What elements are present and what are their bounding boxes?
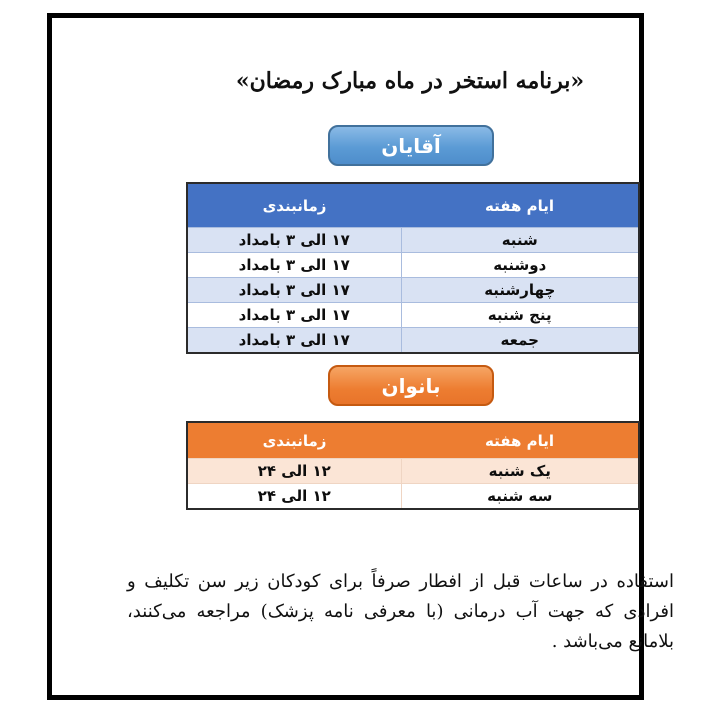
day-cell: جمعه — [401, 328, 639, 354]
women-table-header-row — [187, 422, 639, 459]
page-border — [47, 13, 674, 700]
women-header-days: ایام هفته — [401, 422, 639, 459]
page-title: «برنامه استخر در ماه مبارک رمضان» — [235, 68, 585, 94]
day-cell: سه شنبه — [401, 484, 639, 510]
time-cell: ۱۷ الی ۳ بامداد — [187, 253, 401, 278]
men-schedule-table — [186, 182, 640, 354]
time-cell: ۱۷ الی ۳ بامداد — [187, 228, 401, 253]
table-row — [187, 253, 639, 278]
table-row — [187, 303, 639, 328]
time-cell: ۱۷ الی ۳ بامداد — [187, 278, 401, 303]
table-row — [187, 328, 639, 354]
table-row — [187, 228, 639, 253]
women-section-badge — [328, 365, 494, 406]
men-badge-label: آقایان — [381, 133, 441, 158]
day-cell: دوشنبه — [401, 253, 639, 278]
women-badge-label: بانوان — [381, 373, 441, 398]
day-cell: شنبه — [401, 228, 639, 253]
women-schedule-table — [186, 421, 640, 510]
time-cell: ۱۷ الی ۳ بامداد — [187, 328, 401, 354]
men-section-badge — [328, 125, 494, 166]
men-table-header-row — [187, 183, 639, 228]
women-header-timing: زمانبندی — [187, 422, 401, 459]
day-cell: یک شنبه — [401, 459, 639, 484]
table-row — [187, 459, 639, 484]
day-cell: پنج شنبه — [401, 303, 639, 328]
men-header-days: ایام هفته — [401, 183, 639, 228]
men-header-timing: زمانبندی — [187, 183, 401, 228]
table-row — [187, 484, 639, 510]
day-cell: چهارشنبه — [401, 278, 639, 303]
footnote-text: استفاده در ساعات قبل از افطار صرفاً برای کودکان زیر سن تکلیف و افرادی که جهت آب درمانی (با معرفی نامه پزشک) مراجعه می‌کنند، بلامانع می‌باشد . — [127, 571, 674, 652]
time-cell: ۱۲ الی ۲۴ — [187, 484, 401, 510]
table-row — [187, 278, 639, 303]
time-cell: ۱۲ الی ۲۴ — [187, 459, 401, 484]
time-cell: ۱۷ الی ۳ بامداد — [187, 303, 401, 328]
